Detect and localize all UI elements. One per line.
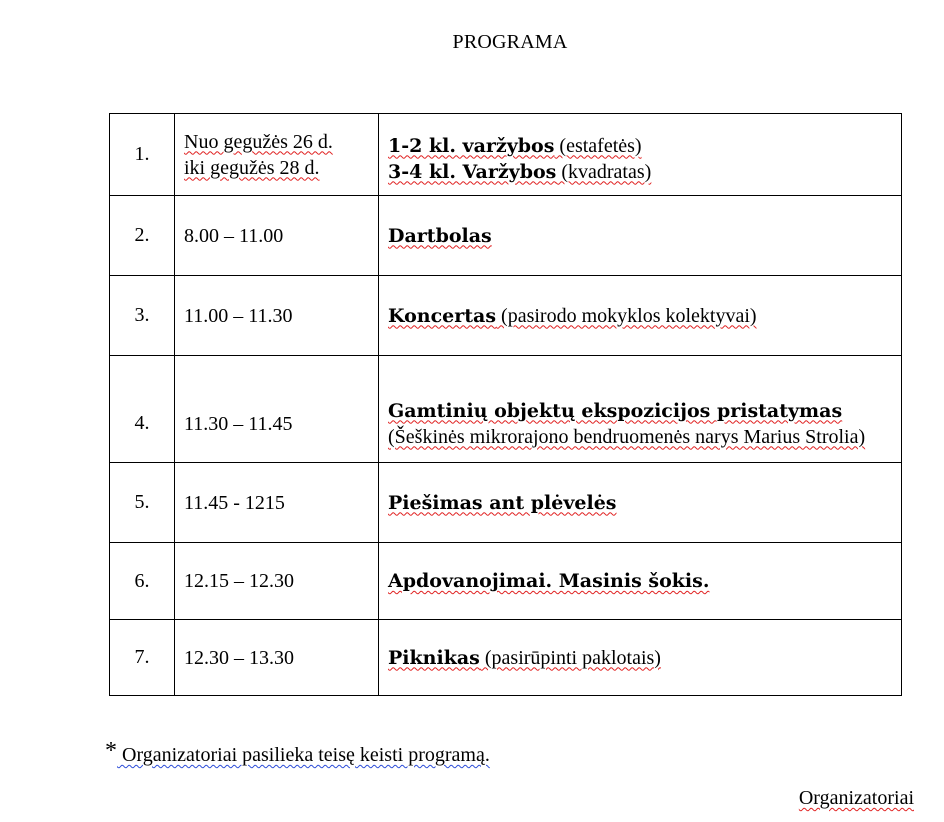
event-line — [388, 133, 901, 159]
time-line: iki gegužės 28 d. — [184, 156, 320, 179]
table-row — [110, 463, 902, 543]
row-time — [175, 114, 379, 196]
table-row — [110, 114, 902, 196]
row-event — [379, 543, 902, 620]
event-title: Piknikas — [388, 646, 480, 669]
row-number: 1. — [110, 114, 175, 196]
row-event — [379, 620, 902, 696]
row-time: 8.00 – 11.00 — [175, 196, 379, 276]
event-title: Dartbolas — [388, 224, 492, 247]
row-time: 11.45 - 1215 — [175, 463, 379, 543]
event-detail: (pasirodo mokyklos kolektyvai) — [496, 304, 757, 327]
row-event — [379, 114, 902, 196]
table-row — [110, 543, 902, 620]
row-number: 6. — [110, 543, 175, 620]
row-time: 11.30 – 11.45 — [175, 356, 379, 463]
footnote-star: * — [105, 738, 117, 764]
row-number: 2. — [110, 196, 175, 276]
row-number: 7. — [110, 620, 175, 696]
table-row — [110, 276, 902, 356]
page-title: PROGRAMA — [452, 31, 568, 53]
row-number: 5. — [110, 463, 175, 543]
table-row — [110, 356, 902, 463]
row-number: 3. — [110, 276, 175, 356]
row-time: 12.30 – 13.30 — [175, 620, 379, 696]
program-table — [109, 113, 902, 696]
row-time: 12.15 – 12.30 — [175, 543, 379, 620]
time-line: Nuo gegužės 26 d. — [184, 130, 333, 153]
event-title: 3-4 kl. Varžybos — [388, 160, 557, 183]
event-detail: (kvadratas) — [556, 160, 652, 183]
table-row — [110, 196, 902, 276]
event-title: Gamtinių objektų ekspozicijos pristatymas — [388, 399, 843, 422]
event-detail: (Šeškinės mikrorajono bendruomenės narys Marius Strolia) — [388, 425, 866, 448]
row-time: 11.00 – 11.30 — [175, 276, 379, 356]
event-detail: (pasirūpinti paklotais) — [479, 646, 661, 669]
table-row — [110, 620, 902, 696]
row-event — [379, 196, 902, 276]
row-event — [379, 356, 902, 463]
event-line — [388, 159, 901, 185]
event-detail: (estafetės) — [554, 134, 642, 157]
event-title: Piešimas ant plėvelės — [388, 491, 617, 514]
row-number: 4. — [110, 356, 175, 463]
row-event — [379, 463, 902, 543]
footnote — [105, 738, 490, 768]
event-title: 1-2 kl. varžybos — [388, 134, 555, 157]
event-title: Apdovanojimai. Masinis šokis. — [388, 570, 710, 592]
signature: Organizatoriai — [798, 787, 914, 809]
row-event — [379, 276, 902, 356]
footnote-text: Organizatoriai pasilieka teisę keisti programą. — [117, 744, 490, 766]
event-title: Koncertas — [388, 304, 497, 327]
